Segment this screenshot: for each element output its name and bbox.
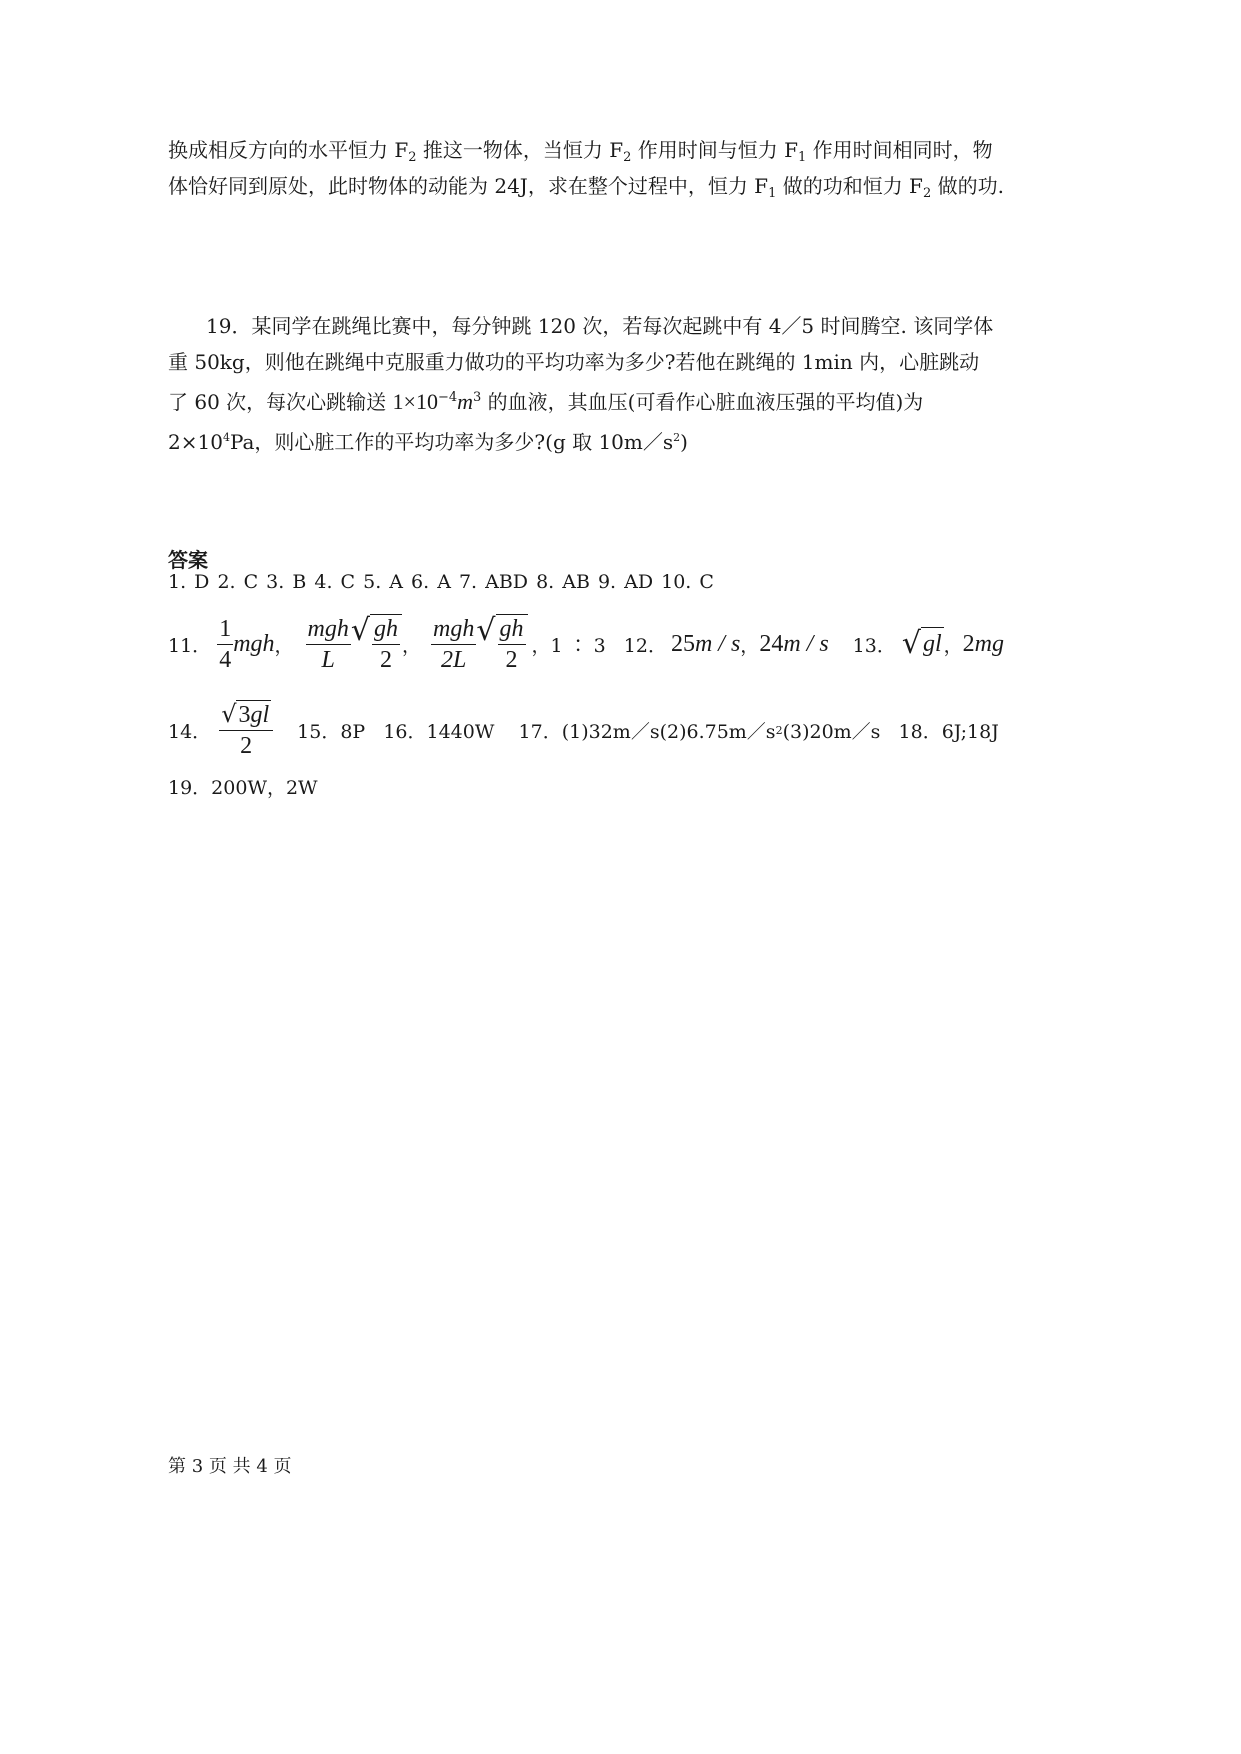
q18-line-1: 换成相反方向的水平恒力 $F_2$ 推这一物体，当恒力 $F_2$ 作用时间与恒力 $F_1$ 作用时间相同时，物	[168, 138, 993, 165]
fraction-sqrt3gl-over-2: √ 3gl 2	[219, 700, 273, 761]
answers-row-3: 14． √ 3gl 2 15．8P 16．1440W 17．(1)32m／s(2)6.75m／s 2 (3)20m／s 18．6J;18J	[168, 700, 999, 760]
fraction-mgh-over-2L: $\frac{\text{mgh}}{2L}$	[433, 615, 475, 673]
q19-line-4: $2\times 10^4Pa$，则心脏工作的平均功率为多少?(g 取 $10m/s^2$)	[168, 430, 688, 454]
q19-line-1: 19．某同学在跳绳比赛中，每分钟跳 120 次，若每次起跳中有 4／5 时间腾空. 该同学体	[206, 314, 994, 338]
q19-line-3: 了 60 次，每次心跳输送 $1\times 10^{-4}m^3$ 的血液，其血压(可看作心脏血液压强的平均值)为	[168, 389, 924, 414]
sqrt-gh-over-2: √ $\frac{gh}{2}$	[351, 614, 402, 674]
answers-row-2: 11． $\frac{1}{4}$ mgh ， $\frac{\text{mgh}}{L}$ √ $\frac{gh}{2}$ ， $\frac{\text{mgh}}{2L}$ √ $\frac{gh}{2}$ ，1 ∶ 3 12． 25 m / s ， 24 m / s 13． √ gl ， 2 mg	[168, 613, 1004, 673]
q19-line-2: 重 50kg，则他在跳绳中克服重力做功的平均功率为多少?若他在跳绳的 1min 内，心脏跳动	[168, 350, 980, 374]
sqrt-gh-over-2-second: √ $\frac{gh}{2}$	[476, 614, 527, 674]
fraction-mgh-over-L: $\frac{\text{mgh}}{L}$	[307, 615, 349, 673]
answers-row-4: 19．200W，2W	[168, 777, 318, 799]
fraction-one-quarter: $\frac{1}{4}$	[219, 615, 232, 673]
answers-title: 答案	[168, 548, 208, 572]
page-footer: 第 3 页 共 4 页	[168, 1456, 292, 1477]
sqrt-gl: √ gl	[901, 626, 942, 661]
q18-line-2: 体恰好同到原处，此时物体的动能为 24J，求在整个过程中，恒力 $F_1$ 做的功和恒力 $F_2$ 做的功.	[168, 174, 1004, 201]
answers-row-1: 1. D 2. C 3. B 4. C 5. A 6. A 7. ABD 8. AB 9. AD 10. C	[168, 571, 714, 593]
